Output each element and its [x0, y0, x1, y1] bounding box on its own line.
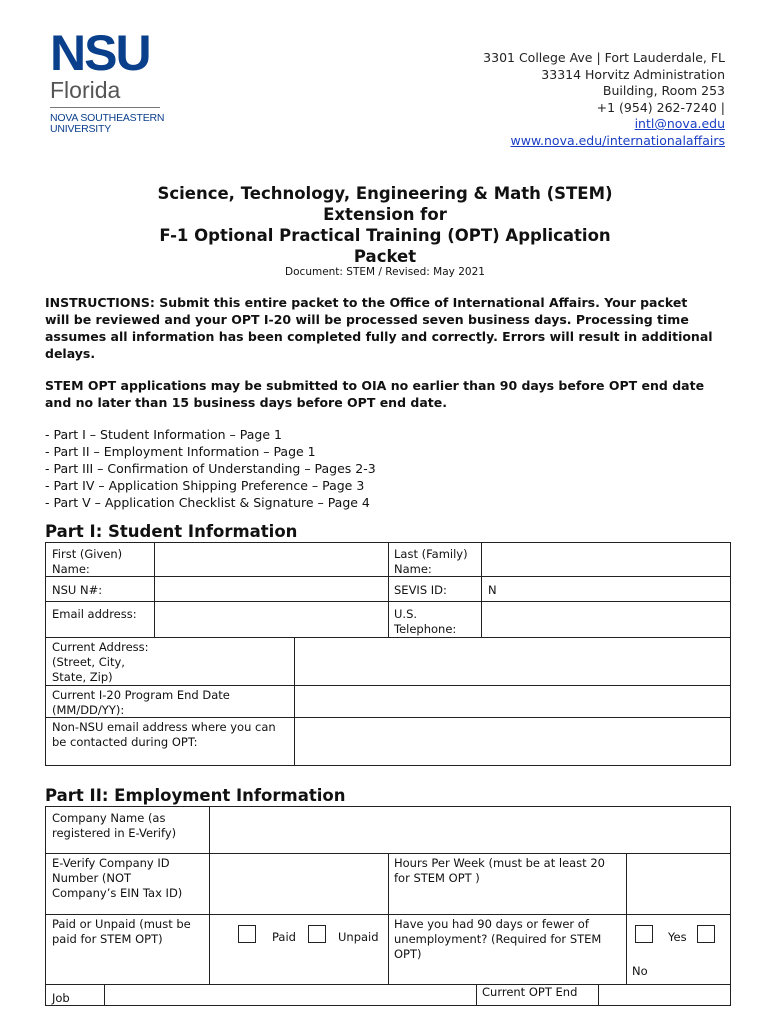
first-name-label: First (Given) Name:: [52, 547, 123, 576]
address-line-2: 33314 Horvitz Administration: [541, 66, 725, 82]
no-label: No: [632, 964, 648, 978]
parts-list-item: - Part V – Application Checklist & Signature – Page 4: [45, 495, 370, 510]
website-link[interactable]: www.nova.edu/internationalaffairs: [510, 132, 725, 148]
opt-end-label: Current OPT End: [482, 985, 578, 999]
title-line-1: Science, Technology, Engineering & Math (STEM): [157, 184, 613, 203]
logo-divider: [50, 107, 160, 108]
student-info-table: [45, 542, 731, 766]
paid-checkbox[interactable]: [238, 925, 256, 943]
i20-end-date-label: Current I-20 Program End Date (MM/DD/YY):: [52, 688, 230, 717]
everify-id-label: E-Verify Company ID Number (NOT Company’s EIN Tax ID): [52, 856, 183, 900]
nsu-number-field[interactable]: [155, 577, 387, 600]
job-label: Job: [52, 991, 70, 1005]
address-phone: +1 (954) 262-7240 |: [596, 99, 725, 115]
address-line-3: Building, Room 253: [602, 83, 725, 98]
email-link[interactable]: intl@nova.edu: [634, 116, 725, 131]
hours-per-week-label: Hours Per Week (must be at least 20 for STEM OPT ): [394, 856, 605, 885]
sevis-id-field[interactable]: N: [488, 583, 497, 597]
sevis-id-label: SEVIS ID:: [394, 583, 447, 597]
hours-per-week-field[interactable]: [627, 854, 729, 913]
parts-list-item: - Part I – Student Information – Page 1: [45, 427, 282, 442]
last-name-field[interactable]: [482, 544, 729, 575]
us-telephone-field[interactable]: [482, 602, 729, 636]
non-nsu-email-label: Non-NSU email address where you can be contacted during OPT:: [52, 720, 276, 749]
opt-end-field[interactable]: [599, 985, 729, 1006]
no-checkbox[interactable]: [697, 925, 715, 943]
logo-brand: NSU: [50, 25, 150, 81]
unpaid-checkbox[interactable]: [308, 925, 326, 943]
us-telephone-label: U.S. Telephone:: [394, 607, 457, 636]
company-name-field[interactable]: [210, 808, 729, 852]
logo-university: NOVA SOUTHEASTERN UNIVERSITY: [50, 112, 165, 135]
current-address-label: Current Address: (Street, City, State, Zip): [52, 640, 149, 684]
current-address-field[interactable]: [295, 638, 729, 684]
part2-heading: Part II: Employment Information: [45, 786, 346, 805]
document-subtitle: Document: STEM / Revised: May 2021: [285, 266, 485, 278]
yes-label: Yes: [668, 930, 687, 944]
logo-state: Florida: [50, 77, 121, 103]
paid-label: Paid: [272, 930, 296, 944]
everify-id-field[interactable]: [210, 854, 387, 913]
employment-info-table: [45, 806, 731, 1006]
nsu-number-label: NSU N#:: [52, 583, 103, 597]
non-nsu-email-field[interactable]: [295, 718, 729, 764]
nsu-logo: [50, 25, 165, 135]
parts-list-item: - Part II – Employment Information – Page 1: [45, 444, 316, 459]
last-name-label: Last (Family) Name:: [394, 547, 468, 576]
unemployment-question-label: Have you had 90 days or fewer of unemployment? (Required for STEM OPT): [394, 917, 602, 961]
parts-list-item: - Part IV – Application Shipping Preference – Page 3: [45, 478, 365, 493]
stem-timing-note: STEM OPT applications may be submitted to OIA no earlier than 90 days before OPT end date and no later than 15 business days before OPT end date.: [45, 378, 705, 410]
unpaid-label: Unpaid: [338, 930, 379, 944]
office-address: [475, 50, 725, 149]
instructions: INSTRUCTIONS: Submit this entire packet to the Office of International Affairs. Your packet will be reviewed and your OPT I-20 will be processed seven business days. Processing time assumes all information has been completed fully and correctly. Errors will result in additional delays.: [45, 295, 713, 361]
title-line-3: F-1 Optional Practical Training (OPT) Application: [159, 226, 611, 245]
title-line-4: Packet: [353, 247, 417, 266]
part1-heading: Part I: Student Information: [45, 522, 298, 541]
title-line-2: Extension for: [323, 205, 447, 224]
paid-unpaid-label: Paid or Unpaid (must be paid for STEM OPT): [52, 917, 191, 946]
first-name-field[interactable]: [155, 544, 387, 575]
document-title: [110, 183, 660, 267]
i20-end-date-field[interactable]: [295, 686, 729, 716]
parts-list-item: - Part III – Confirmation of Understanding – Pages 2-3: [45, 461, 376, 476]
parts-list: [45, 426, 376, 511]
yes-checkbox[interactable]: [635, 925, 653, 943]
company-name-label: Company Name (as registered in E-Verify): [52, 811, 177, 840]
email-label: Email address:: [52, 607, 137, 621]
address-line-1: 3301 College Ave | Fort Lauderdale, FL: [483, 50, 725, 65]
job-field[interactable]: [105, 985, 475, 1006]
email-field[interactable]: [155, 602, 387, 636]
